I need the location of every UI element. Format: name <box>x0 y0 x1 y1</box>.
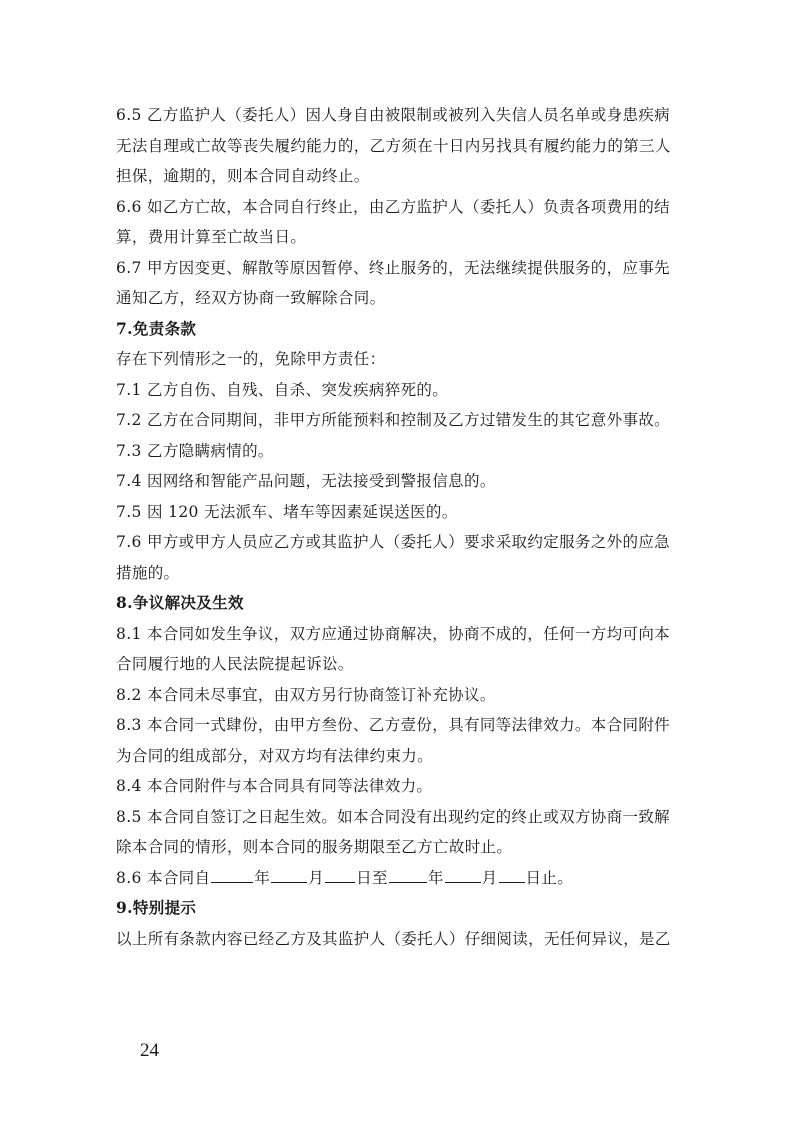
text-line: 合同履行地的人民法院提起诉讼。 <box>116 655 354 673</box>
text-line: 8.4 本合同附件与本合同具有同等法律效力。 <box>116 777 433 795</box>
text-line: 6.6 如乙方亡故，本合同自行终止，由乙方监护人（委托人）负责各项费用的结 <box>116 197 671 216</box>
text-line: 7.2 乙方在合同期间，非甲方所能预料和控制及乙方过错发生的其它意外事故。 <box>116 411 671 429</box>
end-day-blank <box>499 868 525 883</box>
term-day-end-label: 日止。 <box>525 868 574 887</box>
text-line: 8.5 本合同自签订之日起生效。如本合同没有出现约定的终止或双方协商一致解 <box>116 807 671 826</box>
text-line: 担保，逾期的，则本合同自动终止。 <box>116 167 370 185</box>
section-heading: 9.特别提示 <box>116 898 197 917</box>
text-line: 7.5 因 120 无法派车、堵车等因素延误送医的。 <box>116 502 458 521</box>
page-number: 24 <box>140 1040 159 1061</box>
term-day-to-label: 日至 <box>356 868 388 887</box>
text-line: 8.1 本合同如发生争议，双方应通过协商解决，协商不成的，任何一方均可向本 <box>116 624 671 643</box>
section-heading: 7.免责条款 <box>116 318 197 338</box>
text-line: 为合同的组成部分，对双方均有法律约束力。 <box>116 746 434 765</box>
document-body <box>116 100 676 954</box>
start-day-blank <box>325 868 355 883</box>
start-month-blank <box>271 868 307 883</box>
contract-term-line <box>116 863 676 894</box>
text-line: 8.2 本合同未尽事宜，由双方另行协商签订补充协议。 <box>116 685 496 704</box>
text-line: 措施的。 <box>116 563 180 582</box>
term-prefix: 8.6 本合同自 <box>116 868 211 887</box>
text-line: 算，费用计算至亡故当日。 <box>116 228 307 246</box>
term-month-label: 月 <box>308 868 325 887</box>
end-year-blank <box>389 868 427 883</box>
start-year-blank <box>211 868 253 883</box>
text-line: 以上所有条款内容已经乙方及其监护人（委托人）仔细阅读，无任何异议，是乙 <box>116 929 671 948</box>
text-line: 除本合同的情形，则本合同的服务期限至乙方亡故时止。 <box>116 838 513 856</box>
end-month-blank <box>445 868 481 883</box>
text-line: 7.6 甲方或甲方人员应乙方或其监护人（委托人）要求采取约定服务之外的应急 <box>116 533 671 551</box>
section-heading: 8.争议解决及生效 <box>116 593 244 612</box>
text-line: 7.1 乙方自伤、自残、自杀、突发疾病猝死的。 <box>116 380 449 399</box>
term-year-label: 年 <box>427 868 444 887</box>
text-line: 存在下列情形之一的，免除甲方责任： <box>116 350 386 368</box>
text-line: 无法自理或亡故等丧失履约能力的，乙方须在十日内另找具有履约能力的第三人 <box>116 136 671 155</box>
term-year-label: 年 <box>254 868 271 887</box>
text-line: 8.3 本合同一式肆份，由甲方叁份、乙方壹份，具有同等法律效力。本合同附件 <box>116 716 671 734</box>
text-line: 7.4 因网络和智能产品问题，无法接受到警报信息的。 <box>116 472 496 490</box>
text-line: 6.7 甲方因变更、解散等原因暂停、终止服务的，无法继续提供服务的，应事先 <box>116 258 671 277</box>
term-month-label: 月 <box>481 868 498 887</box>
text-line: 通知乙方，经双方协商一致解除合同。 <box>116 289 386 307</box>
text-line: 6.5 乙方监护人（委托人）因人身自由被限制或被列入失信人员名单或身患疾病 <box>116 106 671 124</box>
text-line: 7.3 乙方隐瞒病情的。 <box>116 441 274 460</box>
